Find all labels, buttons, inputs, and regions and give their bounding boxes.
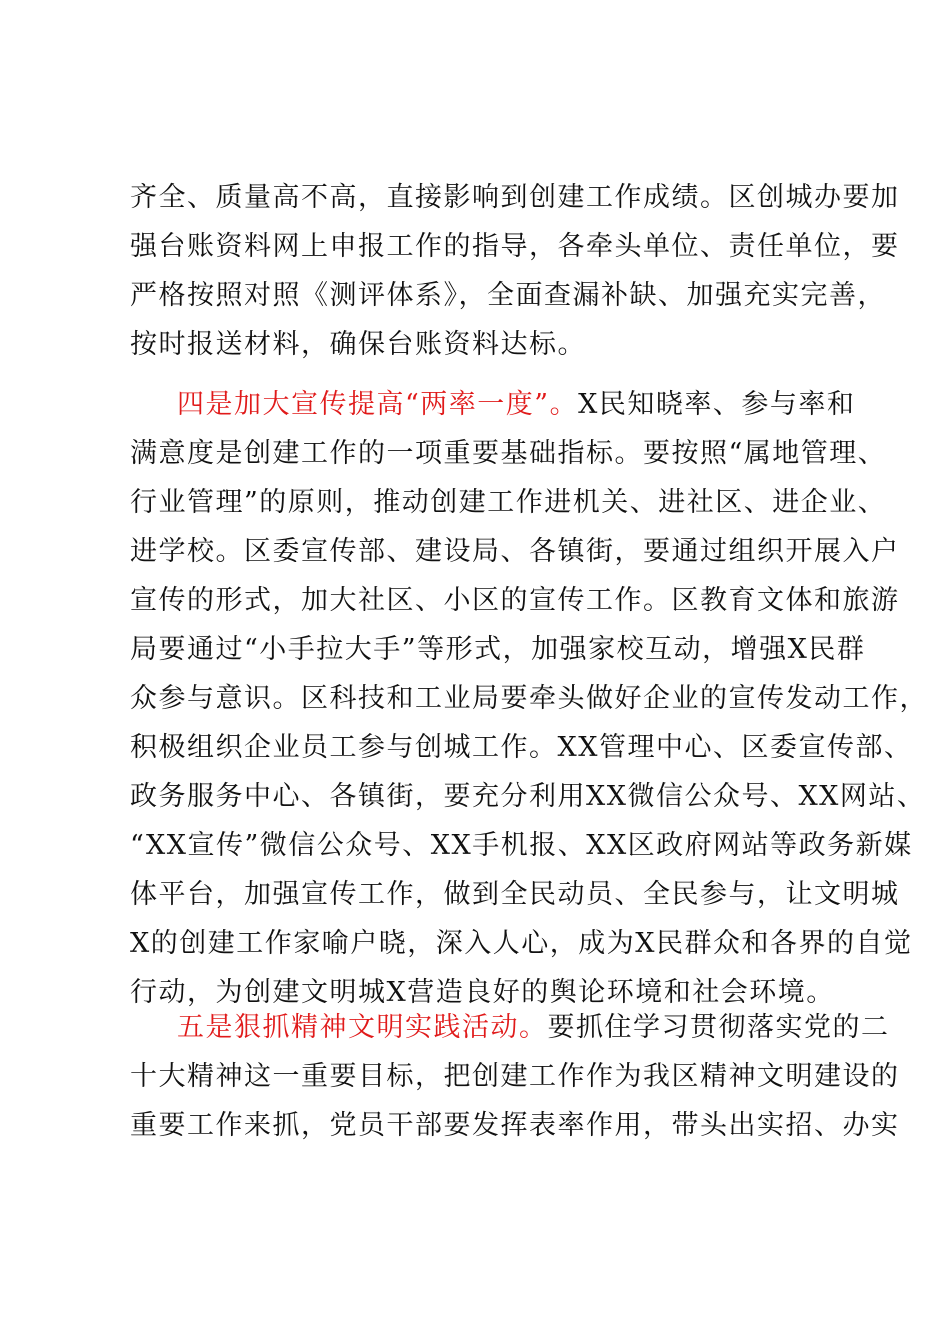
paragraph-2 xyxy=(130,380,928,1017)
text-line: 局要通过“小手拉大手”等形式，加强家校互动，增强X民群 xyxy=(130,634,866,665)
text-run: X民知晓率、参与率和 xyxy=(578,389,856,420)
text-line: 积极组织企业员工参与创城工作。XX管理中心、区委宣传部、 xyxy=(130,732,913,763)
text-line: 重要工作来抓，党员干部要发挥表率作用，带头出实招、办实 xyxy=(130,1110,900,1141)
text-line: 满意度是创建工作的一项重要基础指标。要按照“属地管理、 xyxy=(130,438,887,469)
text-line: X的创建工作家喻户晓，深入人心，成为X民群众和各界的自觉 xyxy=(130,928,913,959)
text-line: 政务服务中心、各镇街，要充分利用XX微信公众号、XX网站、 xyxy=(130,781,926,812)
text-line: 行业管理”的原则，推动创建工作进机关、进社区、进企业、 xyxy=(130,487,887,518)
text-line: 十大精神这一重要目标，把创建工作作为我区精神文明建设的 xyxy=(130,1061,900,1092)
text-line: 体平台，加强宣传工作，做到全民动员、全民参与，让文明城 xyxy=(130,879,900,910)
text-line: 严格按照对照《测评体系》，全面查漏补缺、加强充实完善， xyxy=(130,280,886,311)
paragraph-first-line xyxy=(130,380,856,429)
text-line: 齐全、质量高不高，直接影响到创建工作成绩。区创城办要加 xyxy=(130,182,900,213)
section-heading-5: 五是狠抓精神文明实践活动。 xyxy=(177,1012,548,1043)
text-line: “XX宣传”微信公众号、XX手机报、XX区政府网站等政务新媒 xyxy=(130,830,913,861)
text-line: 宣传的形式，加大社区、小区的宣传工作。区教育文体和旅游 xyxy=(130,585,900,616)
section-heading-4: 四是加大宣传提高“两率一度”。 xyxy=(177,389,579,420)
text-run: 要抓住学习贯彻落实党的二 xyxy=(547,1012,890,1043)
text-line: 众参与意识。区科技和工业局要牵头做好企业的宣传发动工作， xyxy=(130,683,928,714)
paragraph-first-line xyxy=(130,1003,890,1052)
text-line: 强台账资料网上申报工作的指导，各牵头单位、责任单位，要 xyxy=(130,231,900,262)
text-line: 按时报送材料，确保台账资料达标。 xyxy=(130,329,586,360)
text-line: 行动，为创建文明城X营造良好的舆论环境和社会环境。 xyxy=(130,977,835,1008)
text-line: 进学校。区委宣传部、建设局、各镇街，要通过组织开展入户 xyxy=(130,536,900,567)
paragraph-1 xyxy=(130,173,900,369)
paragraph-3 xyxy=(130,1003,900,1150)
